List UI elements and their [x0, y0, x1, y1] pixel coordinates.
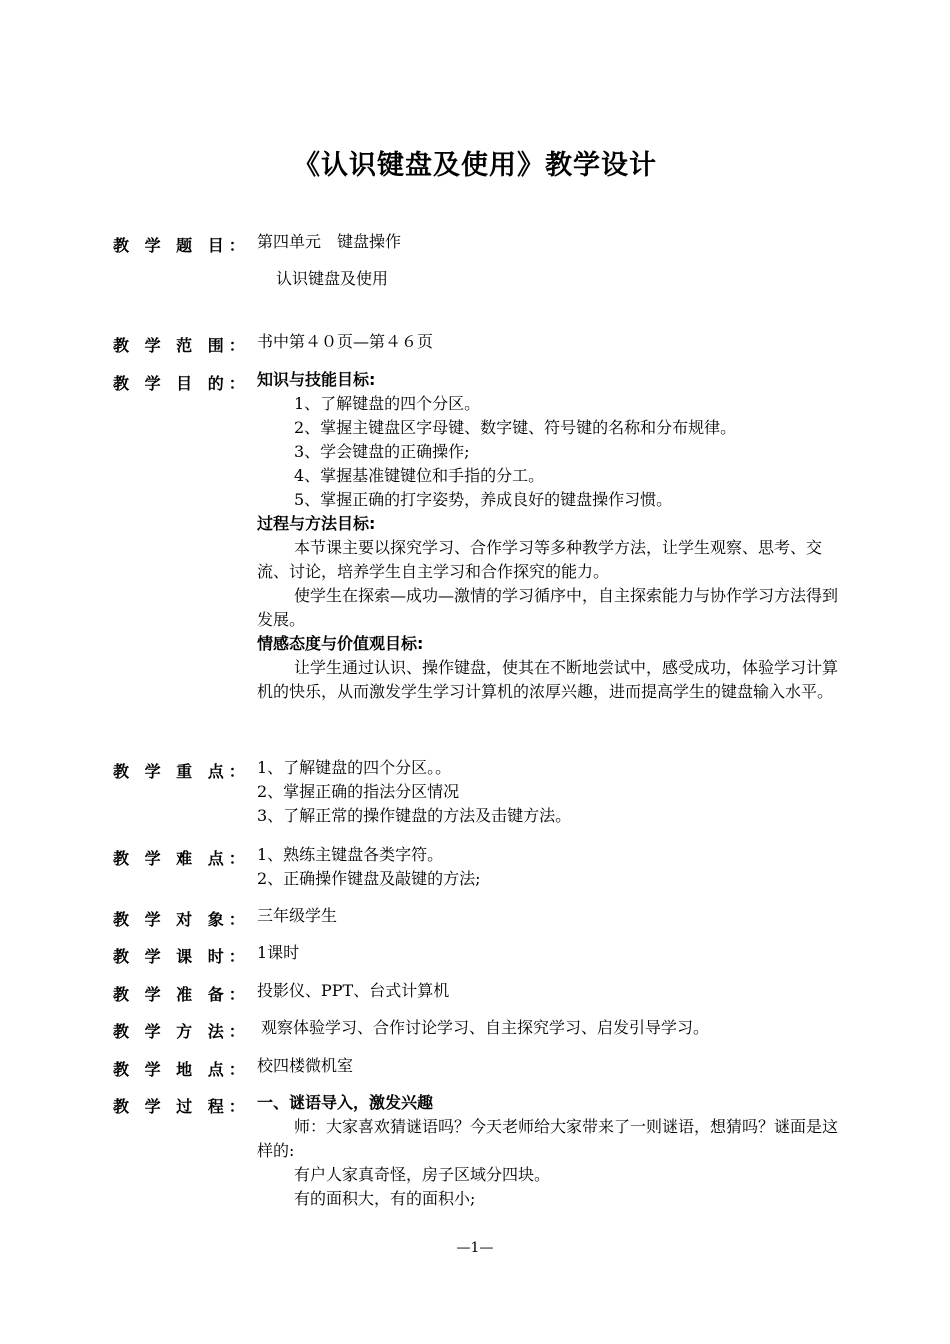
emotion-heading: 情感态度与价值观目标: [257, 634, 424, 653]
scope-value: 书中第４０页—第４６页 [257, 332, 434, 351]
label-prep: 教 学 准 备： [113, 985, 250, 1004]
label-audience: 教 学 对 象： [113, 910, 250, 929]
topic-line2: 认识键盘及使用 [276, 269, 389, 288]
method-value: 观察体验学习、合作讨论学习、自主探究学习、启发引导学习。 [261, 1018, 710, 1037]
label-hours: 教 学 课 时： [113, 947, 250, 966]
label-key-points: 教 学 重 点： [113, 762, 250, 781]
audience-value: 三年级学生 [257, 906, 338, 925]
process-step-paragraph: 师：大家喜欢猜谜语吗？今天老师给大家带来了一则谜语，想猜吗？谜面是这样的: [257, 1117, 839, 1160]
knowledge-item: 3、学会键盘的正确操作; [294, 442, 470, 461]
label-goals: 教 学 目 的： [113, 374, 250, 393]
key-point-item: 1、了解键盘的四个分区。。 [257, 758, 452, 777]
process-heading: 过程与方法目标: [257, 514, 376, 533]
topic-line1: 第四单元 键盘操作 [257, 232, 402, 251]
topic-value [257, 230, 842, 291]
knowledge-item: 1、了解键盘的四个分区。 [294, 394, 481, 413]
emotion-paragraph: 让学生通过认识、操作键盘，使其在不断地尝试中，感受成功，体验学习计算机的快乐，从而激发学生学习计算机的浓厚兴趣，进而提高学生的键盘输入水平。 [257, 658, 839, 701]
label-topic: 教 学 题 目： [113, 236, 250, 255]
knowledge-heading: 知识与技能目标: [257, 370, 376, 389]
difficulty-item: 2、正确操作键盘及敲键的方法; [257, 869, 481, 888]
riddle-line: 有的面积大，有的面积小; [294, 1189, 476, 1208]
hours-value: 1课时 [257, 943, 300, 962]
key-point-item: 2、掌握正确的指法分区情况 [257, 782, 460, 801]
location-value: 校四楼微机室 [257, 1056, 354, 1075]
label-difficulties: 教 学 难 点： [113, 849, 250, 868]
document-title: 《认识键盘及使用》教学设计 [293, 150, 657, 181]
process-block [257, 1091, 842, 1211]
goals-block [257, 368, 842, 704]
knowledge-item: 5、掌握正确的打字姿势，养成良好的键盘操作习惯。 [294, 490, 673, 509]
process-paragraph: 本节课主要以探究学习、合作学习等多种教学方法，让学生观察、思考、交流、讨论，培养学生自主学习和合作探究的能力。 [257, 538, 823, 581]
knowledge-item: 2、掌握主键盘区字母键、数字键、符号键的名称和分布规律。 [294, 418, 737, 437]
riddle-line: 有户人家真奇怪，房子区域分四块。 [294, 1165, 551, 1184]
label-process: 教 学 过 程： [113, 1097, 250, 1116]
process-step-heading: 一、谜语导入，激发兴趣 [257, 1093, 434, 1112]
label-scope: 教 学 范 围： [113, 336, 250, 355]
key-points-list [257, 756, 842, 828]
difficulties-list [257, 843, 842, 891]
label-location: 教 学 地 点： [113, 1060, 250, 1079]
knowledge-item: 4、掌握基准键键位和手指的分工。 [294, 466, 545, 485]
page-number: —1— [456, 1240, 494, 1256]
process-paragraph: 使学生在探索—成功—激情的学习循序中，自主探索能力与协作学习方法得到发展。 [257, 586, 839, 629]
label-method: 教 学 方 法： [113, 1022, 250, 1041]
key-point-item: 3、了解正常的操作键盘的方法及击键方法。 [257, 806, 572, 825]
difficulty-item: 1、熟练主键盘各类字符。 [257, 845, 444, 864]
prep-value: 投影仪、PPT、台式计算机 [257, 981, 450, 1000]
